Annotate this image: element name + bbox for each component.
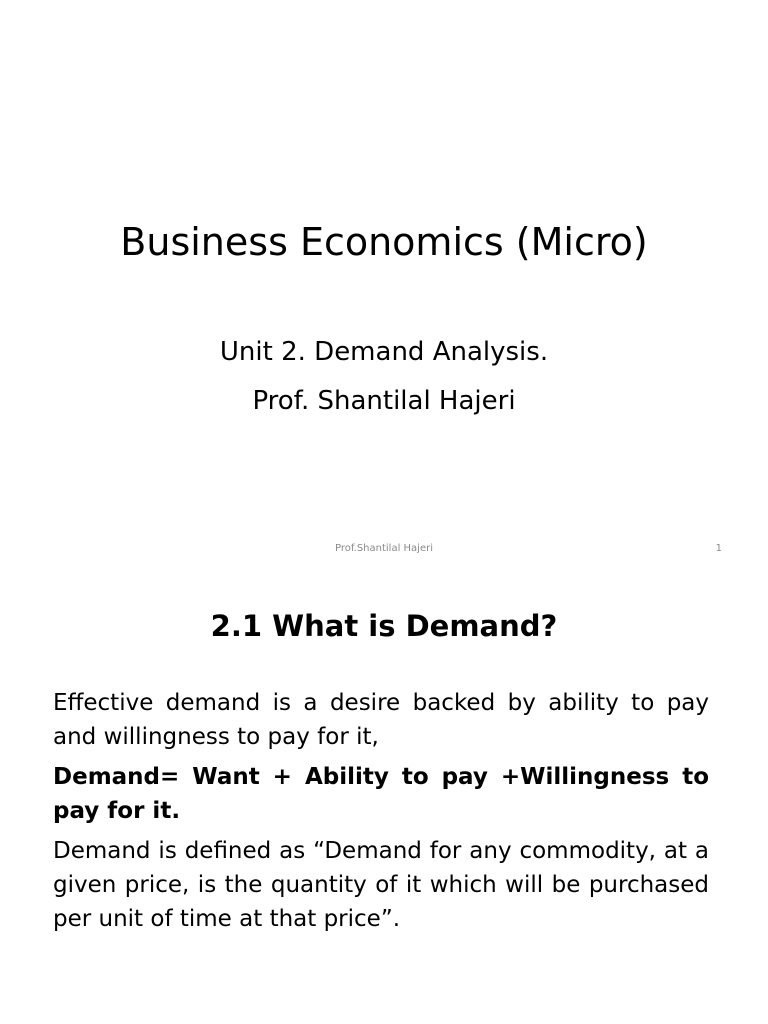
slide-body <box>53 686 709 942</box>
slide-title-heading: Business Economics (Micro) <box>120 220 648 264</box>
paragraph-effective-demand: Effective demand is a desire backed by ability to pay and willingness to pay for it, <box>53 690 709 750</box>
slide-what-is-demand <box>0 576 768 1024</box>
unit-subtitle: Unit 2. Demand Analysis. <box>219 337 549 367</box>
footer-author: Prof.Shantilal Hajeri <box>334 543 434 554</box>
professor-subtitle: Prof. Shantilal Hajeri <box>252 386 516 416</box>
paragraph-demand-definition: Demand is defined as “Demand for any commodity, at a given price, is the quantity of it which will be purchased per unit of time at that price”. <box>53 838 709 932</box>
section-heading: 2.1 What is Demand? <box>210 609 558 643</box>
page-number: 1 <box>715 543 722 554</box>
paragraph-demand-formula: Demand= Want + Ability to pay +Willingness to pay for it. <box>53 764 709 824</box>
